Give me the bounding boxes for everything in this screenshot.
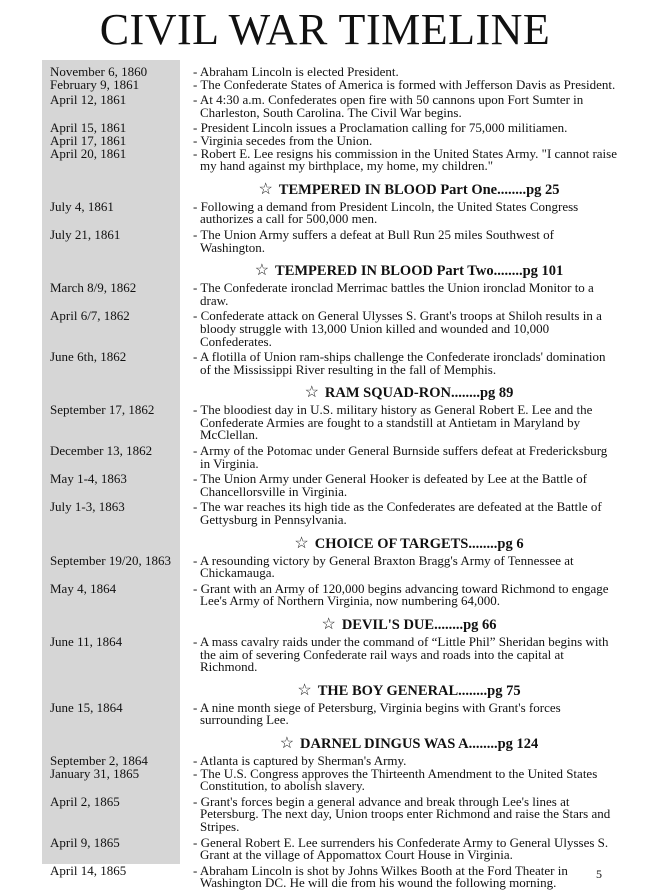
star-icon: ☆ bbox=[304, 384, 319, 402]
timeline-entry bbox=[50, 862, 618, 891]
page-number: 5 bbox=[596, 867, 602, 881]
chapter-header-text: THE BOY GENERAL........pg 75 bbox=[317, 682, 521, 699]
chapter-header bbox=[200, 616, 618, 634]
timeline-entry bbox=[50, 580, 618, 609]
chapter-header bbox=[200, 735, 618, 753]
timeline-entry bbox=[50, 198, 618, 227]
chapter-header-text: RAM SQUAD-RON........pg 89 bbox=[324, 385, 514, 402]
entry-description: - The bloodiest day in U.S. military history as General Robert E. Lee and the Confederate Armies are fought to a standstill at Antietam in Maryland by McClellan. bbox=[193, 402, 593, 443]
entry-date: September 17, 1862 bbox=[50, 402, 155, 418]
timeline bbox=[50, 66, 618, 893]
entry-description: - Army of the Potomac under General Burnside suffers defeat at Fredericksburg in Virginia. bbox=[193, 443, 608, 471]
timeline-entry bbox=[50, 94, 618, 119]
entry-date: April 9, 1865 bbox=[50, 834, 120, 850]
entry-description: - General Robert E. Lee surrenders his Confederate Army to General Ulysses S. Grant at the village of Appomattox Court House in Virginia. bbox=[193, 834, 609, 863]
entry-date: July 21, 1861 bbox=[50, 226, 121, 242]
chapter-header bbox=[200, 535, 618, 553]
chapter-header-text: TEMPERED IN BLOOD Part Two........pg 101 bbox=[275, 263, 564, 280]
entry-description: - A resounding victory by General Braxton Bragg's Army of Tennessee at Chickamauga. bbox=[193, 552, 574, 581]
entry-description: - The Union Army suffers a defeat at Bull Run 25 miles Southwest of Washington. bbox=[193, 226, 554, 255]
chapter-header bbox=[200, 181, 618, 199]
entry-description: - A nine month siege of Petersburg, Virginia begins with Grant's forces surrounding Lee. bbox=[193, 699, 561, 728]
entry-description: - Following a demand from President Lincoln, the United States Congress authorizes a call for 500,000 men. bbox=[193, 198, 579, 227]
timeline-entry bbox=[50, 310, 618, 348]
chapter-header bbox=[200, 262, 618, 280]
entry-description: - The Confederate ironclad Merrimac battles the Union ironclad Monitor to a draw. bbox=[193, 280, 594, 308]
star-icon: ☆ bbox=[321, 616, 336, 633]
entry-description: - A flotilla of Union ram-ships challenge the Confederate ironclads' domination of the Mississippi River resulting in the fall of Memphis. bbox=[193, 349, 606, 377]
timeline-entry bbox=[50, 765, 618, 794]
entry-description: - Grant with an Army of 120,000 begins advancing toward Richmond to engage Lee's Army of Northern Virginia, now numbering 64,000. bbox=[193, 580, 609, 609]
entry-description: - Atlanta is captured by Sherman's Army. bbox=[193, 752, 407, 768]
timeline-entry bbox=[50, 552, 618, 581]
entry-description: - A mass cavalry raids under the command of “Little Phil” Sheridan begins with the aim of severing Confederate rail ways and roads into the capital at Richmond. bbox=[193, 634, 609, 675]
star-icon: ☆ bbox=[297, 681, 312, 699]
entry-date: February 9, 1861 bbox=[50, 76, 140, 92]
timeline-entry bbox=[50, 76, 618, 92]
entry-date: April 17, 1861 bbox=[50, 132, 127, 148]
entry-date: March 8/9, 1862 bbox=[50, 280, 137, 296]
entry-date: April 12, 1861 bbox=[50, 92, 127, 108]
timeline-entry bbox=[50, 501, 618, 526]
timeline-entry bbox=[50, 445, 618, 470]
entry-description: - The war reaches its high tide as the Confederates are defeated at the Battle of Gettysburg in Pennsylvania. bbox=[193, 499, 602, 528]
entry-description: - President Lincoln issues a Proclamation calling for 75,000 militiamen. bbox=[193, 120, 568, 136]
timeline-entry bbox=[50, 404, 618, 442]
entry-description: - The U.S. Congress approves the Thirteenth Amendment to the United States Constitution, to abolish slavery. bbox=[193, 765, 598, 794]
entry-date: May 1-4, 1863 bbox=[50, 471, 127, 487]
chapter-header-text: DEVIL'S DUE........pg 66 bbox=[341, 617, 497, 633]
timeline-entry bbox=[50, 351, 618, 376]
entry-description: - At 4:30 a.m. Confederates open fire with 50 cannons upon Fort Sumter in Charleston, South Carolina. The Civil War begins. bbox=[193, 92, 584, 120]
chapter-header bbox=[200, 682, 618, 700]
star-icon: ☆ bbox=[294, 534, 309, 552]
entry-date: July 1-3, 1863 bbox=[50, 499, 125, 515]
chapter-header-text: TEMPERED IN BLOOD Part One........pg 25 bbox=[278, 181, 560, 198]
page-title: CIVIL WAR TIMELINE bbox=[99, 5, 551, 54]
entry-date: April 2, 1865 bbox=[50, 793, 120, 809]
entry-description: - The Confederate States of America is formed with Jefferson Davis as President. bbox=[193, 76, 616, 92]
entry-date: April 14, 1865 bbox=[50, 862, 127, 878]
entry-date: May 4, 1864 bbox=[50, 580, 117, 596]
entry-description: - Abraham Lincoln is shot by Johns Wilkes Booth at the Ford Theater in Washington DC. He will die from his wound the following morning. bbox=[193, 862, 568, 891]
entry-date: June 15, 1864 bbox=[50, 699, 123, 715]
timeline-entry bbox=[50, 699, 618, 728]
entry-date: September 2, 1864 bbox=[50, 752, 148, 768]
entry-date: June 6th, 1862 bbox=[50, 349, 127, 365]
timeline-entry bbox=[50, 473, 618, 498]
entry-description: - Grant's forces begin a general advance and break through Lee's lines at Petersburg. The next day, Union troops enter Richmond and raise the Stars and Stripes. bbox=[193, 793, 611, 834]
chapter-header-text: DARNEL DINGUS WAS A........pg 124 bbox=[300, 735, 539, 752]
timeline-entry bbox=[50, 793, 618, 834]
entry-description: - Abraham Lincoln is elected President. bbox=[193, 64, 399, 79]
entry-date: April 6/7, 1862 bbox=[50, 308, 130, 324]
entry-description: - Robert E. Lee resigns his commission in the United States Army. "I cannot raise my hand against my birthplace, my home, my children." bbox=[193, 145, 617, 174]
entry-description: - Confederate attack on General Ulysses S. Grant's troops at Shiloh results in a bloody struggle with 13,000 Union killed and wounded and 10,000 Confederates. bbox=[193, 308, 602, 349]
chapter-header-text: CHOICE OF TARGETS........pg 6 bbox=[314, 535, 524, 552]
entry-description: - The Union Army under General Hooker is defeated by Lee at the Battle of Chancellorsville in Virginia. bbox=[193, 471, 587, 499]
entry-date: September 19/20, 1863 bbox=[50, 552, 171, 568]
timeline-entry bbox=[50, 226, 618, 255]
timeline-entry bbox=[50, 834, 618, 863]
star-icon: ☆ bbox=[279, 734, 295, 752]
entry-date: January 31, 1865 bbox=[50, 765, 140, 781]
entry-date: June 11, 1864 bbox=[50, 634, 123, 649]
entry-date: July 4, 1861 bbox=[50, 198, 114, 214]
entry-date: December 13, 1862 bbox=[50, 443, 153, 459]
entry-description: - Virginia secedes from the Union. bbox=[193, 132, 373, 148]
star-icon: ☆ bbox=[254, 262, 270, 280]
entry-date: November 6, 1860 bbox=[50, 64, 148, 79]
timeline-entry bbox=[50, 145, 618, 174]
timeline-entry bbox=[50, 636, 618, 674]
chapter-header bbox=[200, 384, 618, 402]
entry-date: April 20, 1861 bbox=[50, 145, 127, 161]
entry-date: April 15, 1861 bbox=[50, 120, 127, 136]
timeline-entry bbox=[50, 282, 618, 307]
star-icon: ☆ bbox=[258, 180, 273, 198]
